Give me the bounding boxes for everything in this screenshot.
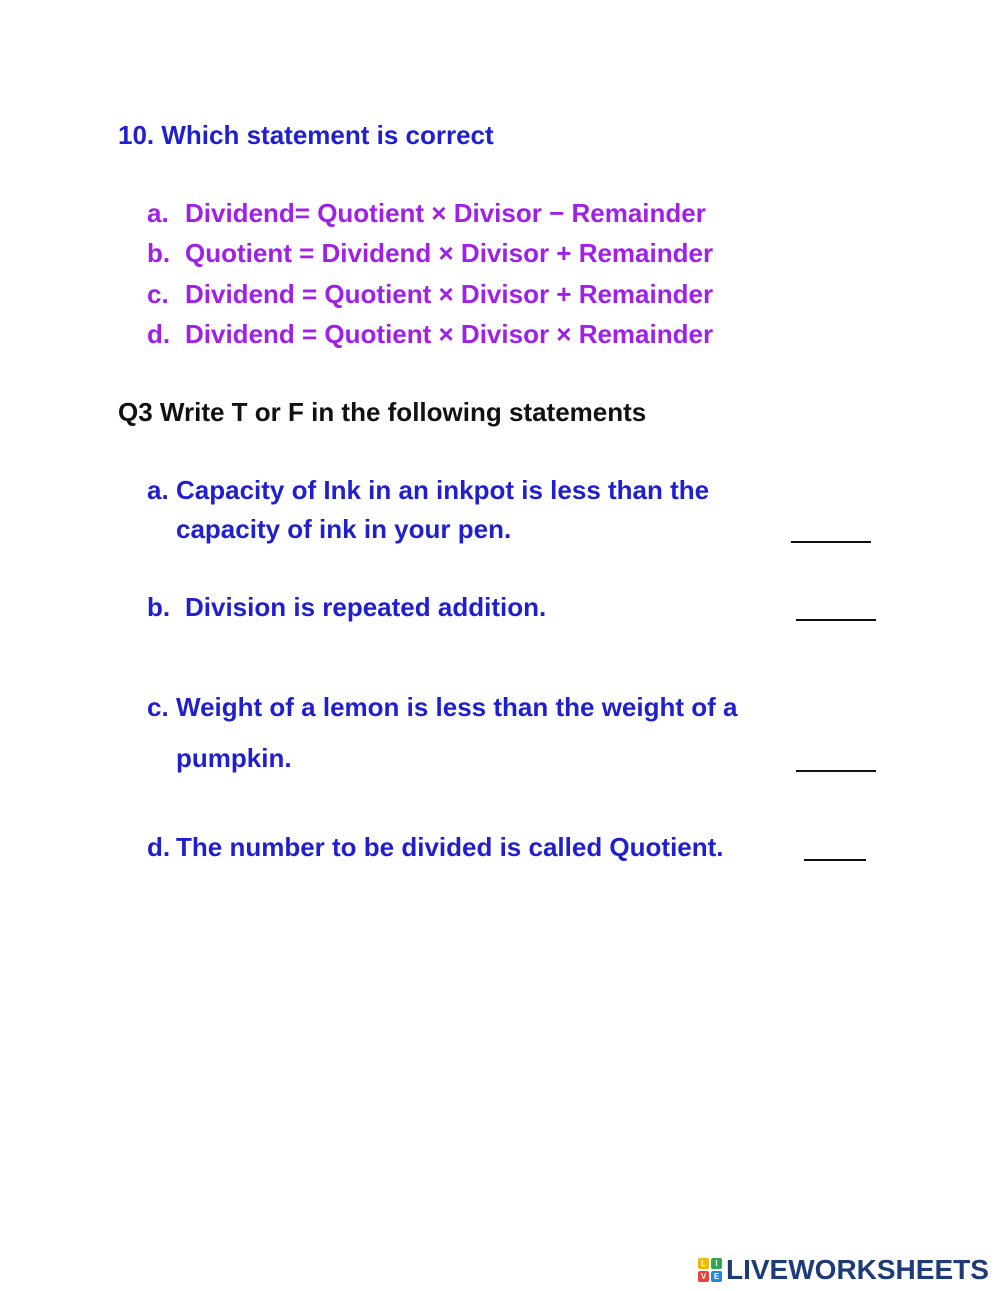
option-c-text[interactable]: Dividend = Quotient × Divisor + Remainder: [185, 279, 714, 309]
option-a-label: a.: [147, 198, 169, 228]
option-b-text[interactable]: Quotient = Dividend × Divisor + Remainder: [185, 238, 714, 268]
logo-text: LIVEWORKSHEETS: [726, 1254, 989, 1285]
answer-blank-a[interactable]: [791, 541, 871, 543]
statement-c-label: c.: [147, 692, 169, 722]
answer-blank-d[interactable]: [804, 859, 866, 861]
statement-b-line1: Division is repeated addition.: [185, 592, 547, 622]
option-d-text[interactable]: Dividend = Quotient × Divisor × Remainder: [185, 319, 714, 349]
logo-tile-v: V: [698, 1271, 709, 1282]
statement-b-label: b.: [147, 592, 171, 622]
answer-blank-c[interactable]: [796, 770, 876, 772]
answer-blank-b[interactable]: [796, 619, 876, 621]
option-a-text[interactable]: Dividend= Quotient × Divisor − Remainder: [185, 198, 706, 228]
option-d-label: d.: [147, 319, 171, 349]
option-c-label: c.: [147, 279, 169, 309]
statement-d-label: d.: [147, 832, 171, 862]
question-10-title: 10. Which statement is correct: [118, 120, 494, 150]
logo-tile-l: L: [698, 1258, 709, 1269]
option-b-label: b.: [147, 238, 171, 268]
statement-a-label: a.: [147, 475, 169, 505]
logo-tile-e: E: [711, 1271, 722, 1282]
liveworksheets-logo: [698, 1254, 989, 1286]
statement-a-line1: Capacity of Ink in an inkpot is less than the: [176, 475, 710, 505]
statement-d-line1: The number to be divided is called Quotient.: [176, 832, 724, 862]
statement-c-line2: pumpkin.: [176, 743, 292, 773]
statement-a-line2: capacity of ink in your pen.: [176, 514, 512, 544]
question-3-title: Q3 Write T or F in the following statements: [118, 397, 647, 427]
logo-tile-i: I: [711, 1258, 722, 1269]
logo-tiles-icon: [698, 1258, 722, 1282]
statement-c-line1: Weight of a lemon is less than the weight of a: [176, 692, 738, 722]
